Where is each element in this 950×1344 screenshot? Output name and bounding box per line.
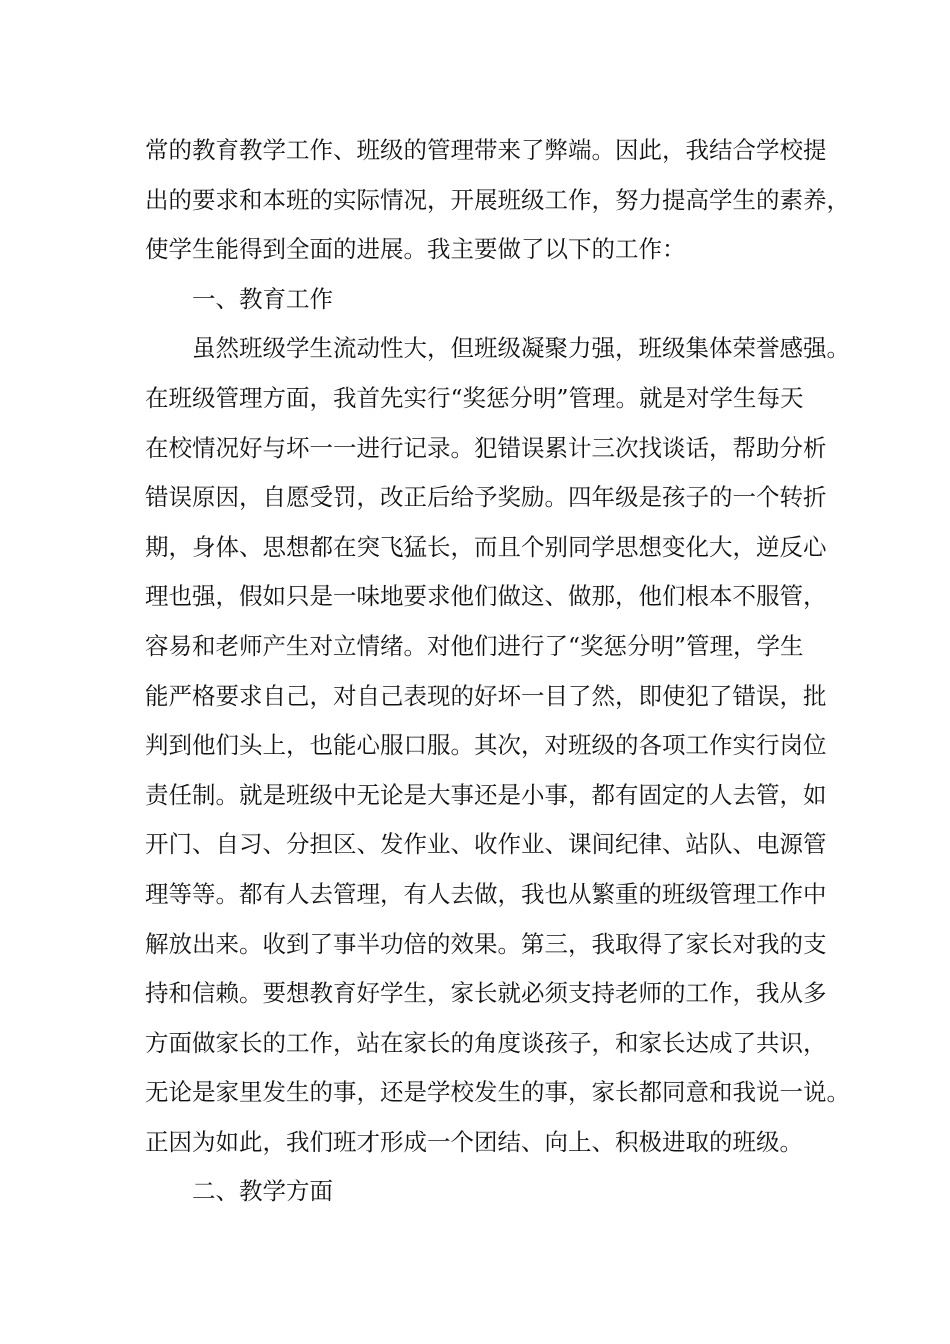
paragraph-line: 判到他们头上，也能心服口服。其次，对班级的各项工作实行岗位	[145, 731, 827, 760]
section-heading-teaching: 二、教学方面	[192, 1177, 333, 1206]
paragraph-line: 错误原因，自愿受罚，改正后给予奖励。四年级是孩子的一个转折	[145, 483, 827, 512]
paragraph-line: 常的教育教学工作、班级的管理带来了弊端。因此，我结合学校提	[145, 136, 827, 164]
paragraph-line: 责任制。就是班级中无论是大事还是小事，都有固定的人去管，如	[145, 780, 827, 809]
paragraph-line: 正因为如此，我们班才形成一个团结、向上、积极进取的班级。	[145, 1127, 803, 1156]
paragraph-line: 在班级管理方面，我首先实行“奖惩分明”管理。就是对学生每天	[145, 383, 804, 412]
paragraph-line: 期，身体、思想都在突飞猛长，而且个别同学思想变化大，逆反心	[145, 532, 827, 561]
paragraph-line: 虽然班级学生流动性大，但班级凝聚力强，班级集体荣誉感强。	[192, 334, 850, 363]
paragraph-line: 理等等。都有人去管理，有人去做，我也从繁重的班级管理工作中	[145, 879, 827, 908]
section-heading-education: 一、教育工作	[192, 284, 333, 313]
paragraph-line: 持和信赖。要想教育好学生，家长就必须支持老师的工作，我从多	[145, 979, 827, 1008]
paragraph-line: 使学生能得到全面的进展。我主要做了以下的工作：	[145, 235, 686, 264]
document-body	[145, 126, 850, 1217]
paragraph-line: 能严格要求自己，对自己表现的好坏一目了然，即使犯了错误，批	[145, 681, 827, 710]
paragraph-line: 无论是家里发生的事，还是学校发生的事，家长都同意和我说一说。	[145, 1078, 850, 1107]
paragraph-line: 出的要求和本班的实际情况，开展班级工作，努力提高学生的素养，	[145, 185, 850, 214]
paragraph-line: 开门、自习、分担区、发作业、收作业、课间纪律、站队、电源管	[145, 830, 827, 859]
paragraph-line: 方面做家长的工作，站在家长的角度谈孩子，和家长达成了共识，	[145, 1028, 827, 1057]
paragraph-line: 理也强，假如只是一味地要求他们做这、做那，他们根本不服管，	[145, 582, 827, 611]
paragraph-line: 在校情况好与坏一一进行记录。犯错误累计三次找谈话，帮助分析	[145, 433, 827, 462]
paragraph-line: 容易和老师产生对立情绪。对他们进行了“奖惩分明”管理，学生	[145, 631, 804, 660]
paragraph-line: 解放出来。收到了事半功倍的效果。第三，我取得了家长对我的支	[145, 929, 827, 958]
